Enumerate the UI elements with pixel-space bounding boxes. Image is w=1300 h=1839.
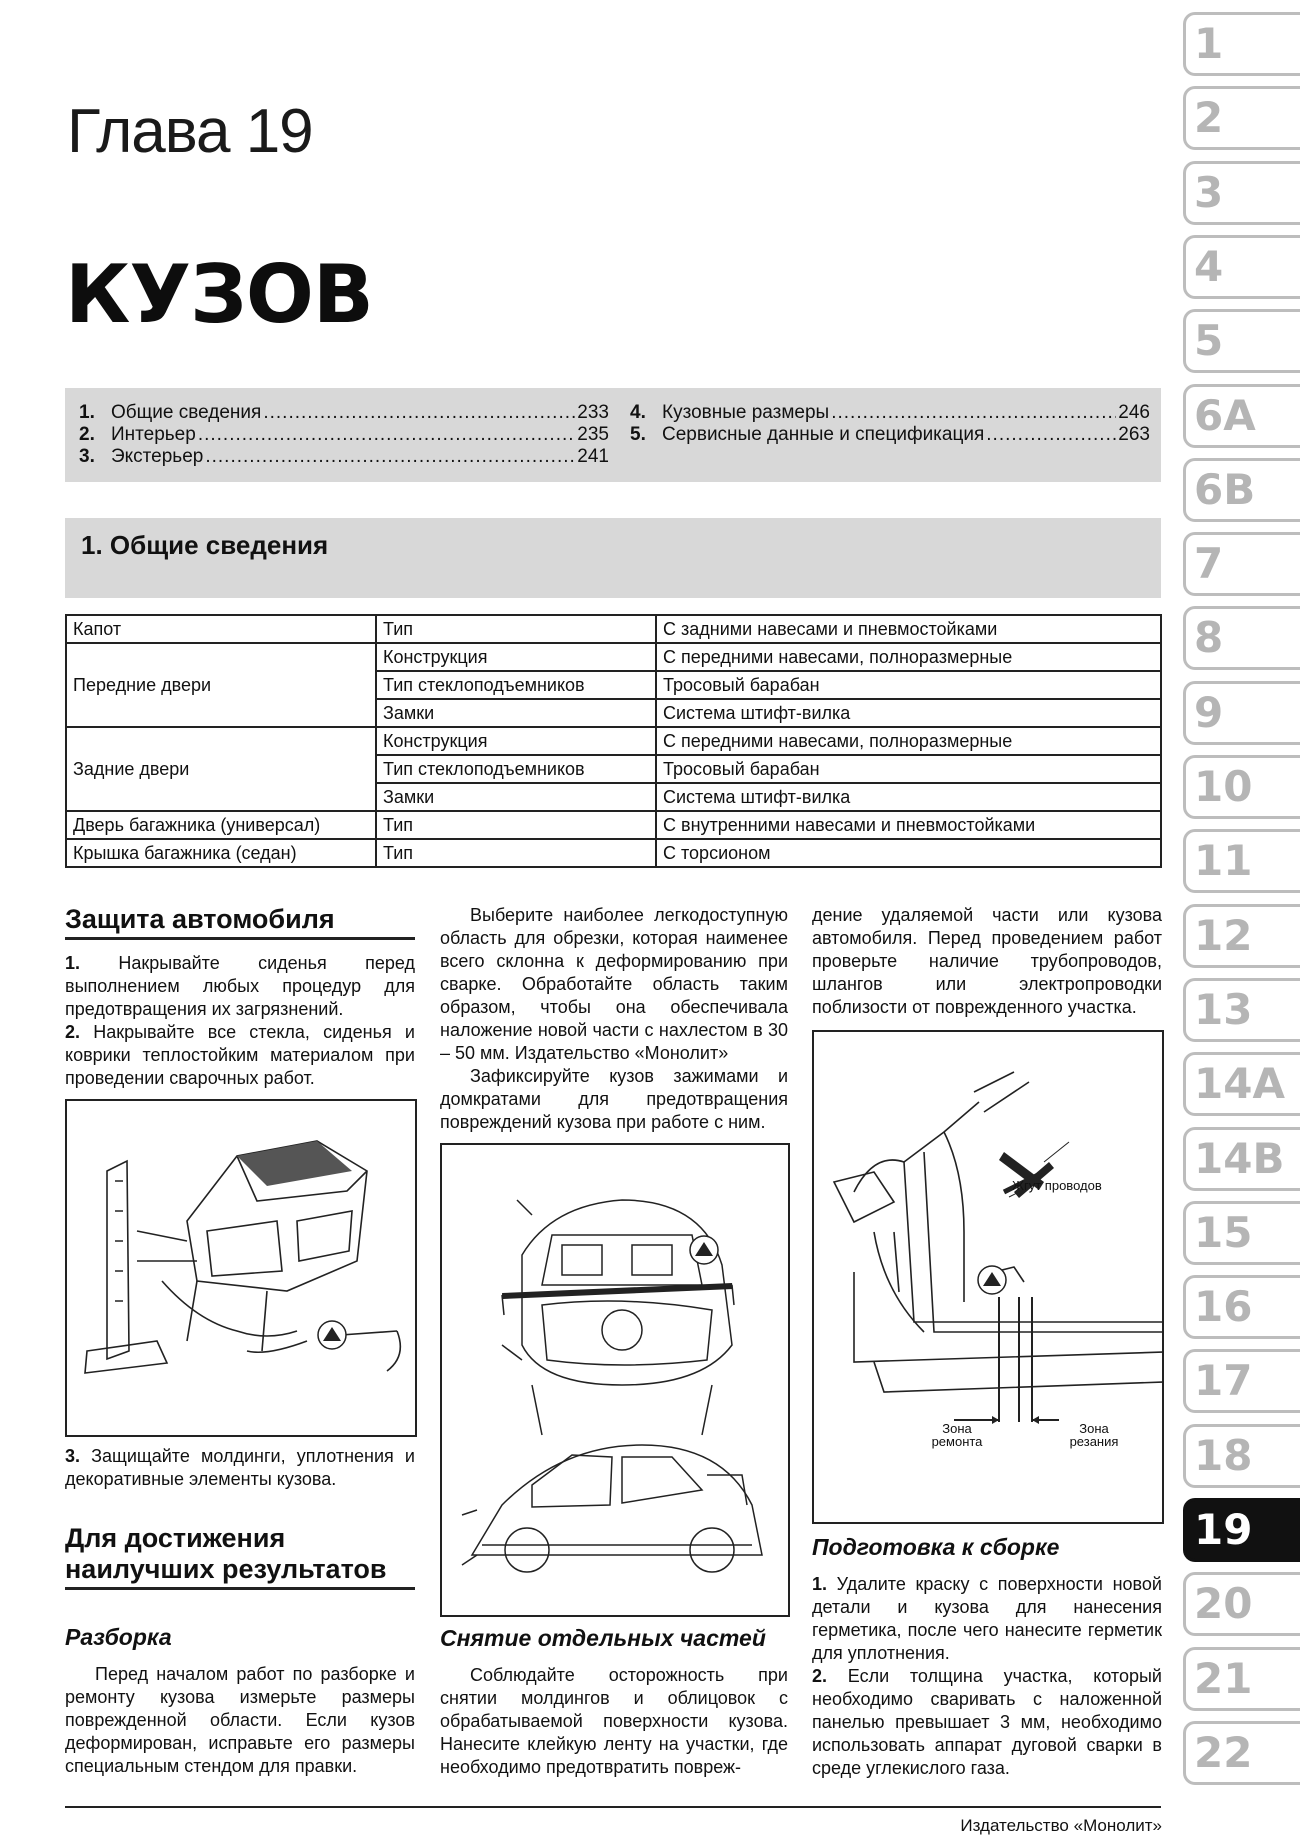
toc-item-number: 2.: [79, 424, 95, 445]
footer-divider: [65, 1806, 1161, 1808]
toc-item-page: 233: [577, 402, 609, 423]
paragraph: [812, 1573, 1162, 1665]
table-of-contents: [65, 388, 1161, 482]
figure-body-stand: [65, 1099, 417, 1437]
toc-item[interactable]: [630, 402, 1150, 424]
chapter-tab[interactable]: [1183, 1349, 1300, 1413]
heading-line: наилучших результатов: [65, 1554, 387, 1584]
item-text: Удалите краску с поверхности новой детали и кузова для нанесения герметика, после чего нанесите герметик для уплотнения.: [812, 1574, 1162, 1663]
table-cell-param: Замки: [376, 699, 656, 727]
chapter-tab[interactable]: [1183, 1572, 1300, 1636]
toc-item-page: 246: [1118, 402, 1150, 423]
publisher-name: Издательство «Монолит»: [960, 1816, 1162, 1835]
chapter-tab-label: 13: [1194, 984, 1253, 1034]
table-cell-value: С передними навесами, полноразмерные: [656, 643, 1161, 671]
chapter-tab[interactable]: [1183, 1424, 1300, 1488]
toc-item-page: 263: [1118, 424, 1150, 445]
table-cell-value: Тросовый барабан: [656, 671, 1161, 699]
subheading-assembly-prep: Подготовка к сборке: [812, 1534, 1060, 1560]
table-cell-param: Тип стеклоподъемников: [376, 755, 656, 783]
chapter-tab[interactable]: [1183, 161, 1300, 225]
chapter-tab[interactable]: [1183, 1127, 1300, 1191]
column-1: [65, 904, 415, 1090]
chapter-tab[interactable]: [1183, 458, 1300, 522]
chapter-tab-label: 18: [1194, 1430, 1253, 1480]
section-title: 1. Общие сведения: [81, 530, 329, 560]
column-2: [440, 904, 788, 1134]
paragraph: [65, 1021, 415, 1090]
table-cell-param: Тип: [376, 811, 656, 839]
table-cell-part: Капот: [66, 615, 376, 643]
figure-cut-zones: [812, 1030, 1164, 1524]
toc-item[interactable]: [79, 402, 609, 424]
toc-item-page: 241: [577, 446, 609, 467]
chapter-tab[interactable]: [1183, 1052, 1300, 1116]
table-cell-value: Система штифт-вилка: [656, 783, 1161, 811]
table-cell-value: С передними навесами, полноразмерные: [656, 727, 1161, 755]
toc-leader: [263, 402, 575, 424]
chapter-tab-label: 10: [1194, 762, 1253, 811]
toc-item-label: Общие сведения: [111, 402, 262, 423]
chapter-tab[interactable]: [1183, 904, 1300, 968]
label-repair-zone: Зона ремонта: [931, 1421, 983, 1449]
toc-item-label: Сервисные данные и спецификация: [662, 424, 985, 445]
table-row: [66, 839, 1161, 867]
chapter-tab-label: 7: [1194, 539, 1224, 589]
toc-item-page: 235: [577, 424, 609, 445]
chapter-tab[interactable]: [1183, 978, 1300, 1042]
toc-item-label: Экстерьер: [111, 446, 204, 467]
toc-leader: [205, 446, 575, 468]
paragraph: [65, 1445, 415, 1491]
table-cell-param: Тип: [376, 615, 656, 643]
chapter-tab[interactable]: [1183, 755, 1300, 819]
chapter-tab-label: 15: [1194, 1207, 1253, 1257]
chapter-tab-label: 2: [1194, 93, 1224, 143]
paragraph: Перед началом работ по разборке и ремонту кузова измерьте размеры поврежденной области. Если кузов деформирован, исправьте его размеры специальным стендом для правки.: [65, 1664, 415, 1776]
label-cut-zone: Зона резания: [1069, 1421, 1119, 1449]
chapter-tab-label: 6A: [1194, 390, 1256, 440]
car-body-clamping-illustration: [442, 1145, 788, 1615]
table-cell-value: С внутренними навесами и пневмостойками: [656, 811, 1161, 839]
toc-item-label: Кузовные размеры: [662, 402, 830, 423]
chapter-tab-label: 17: [1194, 1356, 1253, 1406]
item-text: Накрывайте все стекла, сиденья и коврики теплостойким материалом при проведении сварочных работ.: [65, 1022, 415, 1088]
table-cell-value: С торсионом: [656, 839, 1161, 867]
table-cell-part: Дверь багажника (универсал): [66, 811, 376, 839]
item-number: 1.: [65, 953, 81, 973]
column-3-lower: [812, 1534, 1162, 1780]
toc-leader: [986, 424, 1116, 446]
item-number: 1.: [812, 1574, 828, 1594]
table-cell-value: С задними навесами и пневмостойками: [656, 615, 1161, 643]
table-row: [66, 615, 1161, 643]
toc-item-number: 3.: [79, 446, 95, 467]
table-cell-part: Передние двери: [66, 643, 376, 727]
toc-item-label: Интерьер: [111, 424, 196, 445]
chapter-tab[interactable]: [1183, 1721, 1300, 1785]
chapter-tab[interactable]: [1183, 1201, 1300, 1265]
chapter-tab[interactable]: [1183, 1498, 1300, 1562]
table-cell-value: Система штифт-вилка: [656, 699, 1161, 727]
chapter-tab-label: 22: [1194, 1727, 1253, 1777]
chapter-tab-label: 21: [1194, 1653, 1253, 1703]
table-cell-param: Тип стеклоподъемников: [376, 671, 656, 699]
column-2-lower: [440, 1625, 788, 1779]
subheading-disassembly: Разборка: [65, 1624, 172, 1650]
toc-leader: [198, 424, 575, 446]
chapter-tab[interactable]: [1183, 1275, 1300, 1339]
table-row: [66, 727, 1161, 755]
chapter-tab-label: 9: [1194, 687, 1224, 737]
section-header: [65, 518, 1161, 598]
toc-leader: [831, 402, 1116, 424]
table-cell-part: Задние двери: [66, 727, 376, 811]
figure-body-fixing: [440, 1143, 790, 1617]
chapter-tab[interactable]: [1183, 606, 1300, 670]
table-row: [66, 643, 1161, 671]
heading-best-results: [65, 1523, 415, 1590]
chapter-tab[interactable]: [1183, 309, 1300, 373]
chapter-tab[interactable]: [1183, 235, 1300, 299]
chapter-tab-label: 14B: [1194, 1133, 1285, 1183]
chapter-tab-label: 4: [1194, 241, 1224, 291]
paragraph: [65, 952, 415, 1021]
chapter-tab-label: 16: [1194, 1282, 1253, 1332]
heading-line: Для достижения: [65, 1523, 286, 1553]
paragraph: Выберите наиболее легкодоступную область для обрезки, которая наименее всего склонна к деформированию при сварке. Обработайте область таким образом, чтобы она обеспечивала наложение новой части с нахлестом в 30 – 50 мм. Издательство «Монолит»: [440, 905, 788, 1063]
column-3: [812, 904, 1162, 1019]
toc-item-number: 5.: [630, 424, 646, 445]
chapter-tab[interactable]: [1183, 86, 1300, 150]
item-text: Если толщина участка, который необходимо сваривать с наложенной панелью превышает 3 мм, необходимо использовать аппарат дуговой сварки в среде углекислого газа.: [812, 1666, 1162, 1778]
chapter-tab-label: 1: [1194, 19, 1224, 68]
chapter-tab-label: 20: [1194, 1579, 1253, 1629]
chapter-tab[interactable]: [1183, 12, 1300, 76]
chapter-tab-label: 19: [1194, 1505, 1253, 1554]
table-cell-param: Конструкция: [376, 643, 656, 671]
chapter-tab[interactable]: [1183, 532, 1300, 596]
item-number: 2.: [65, 1022, 81, 1042]
toc-item[interactable]: [630, 424, 1150, 446]
chapter-tab[interactable]: [1183, 681, 1300, 745]
chapter-tab-label: 6B: [1194, 464, 1256, 514]
item-text: Накрывайте сиденья перед выполнением любых процедур для предотвращения их загрязнений.: [65, 953, 415, 1019]
toc-item-number: 4.: [630, 402, 646, 423]
chapter-tab[interactable]: [1183, 384, 1300, 448]
toc-item[interactable]: [79, 424, 609, 446]
chapter-tab-label: 12: [1194, 910, 1253, 960]
table-row: [66, 811, 1161, 839]
table-cell-value: Тросовый барабан: [656, 755, 1161, 783]
chapter-tab[interactable]: [1183, 829, 1300, 893]
chapter-tab-label: 3: [1194, 167, 1224, 217]
item-number: 2.: [812, 1666, 828, 1686]
paragraph: Соблюдайте осторожность при снятии молдингов и облицовок с обрабатываемой поверхности кузова. Нанесите клейкую ленту на участки, где необходимо предотвратить повреж-: [440, 1665, 788, 1777]
paragraph: дение удаляемой части или кузова автомобиля. Перед проведением работ проверьте наличие трубопроводов, шлангов или электропроводки поблизости от поврежденного участка.: [812, 905, 1162, 1017]
item-text: Защищайте молдинги, уплотнения и декоративные элементы кузова.: [65, 1446, 415, 1489]
chapter-tab-label: 11: [1194, 836, 1253, 886]
item-number: 3.: [65, 1446, 81, 1466]
table-cell-param: Замки: [376, 783, 656, 811]
toc-left-column: [79, 402, 609, 468]
table-cell-part: Крышка багажника (седан): [66, 839, 376, 867]
table-cell-param: Конструкция: [376, 727, 656, 755]
subheading-removing-parts: Снятие отдельных частей: [440, 1625, 766, 1651]
toc-item-number: 1.: [79, 402, 95, 423]
chapter-number: Глава 19: [67, 97, 313, 166]
toc-item[interactable]: [79, 446, 609, 468]
paragraph: [812, 1665, 1162, 1780]
chapter-title: КУЗОВ: [65, 248, 373, 341]
label-wire-harness: Жгут проводов: [1012, 1178, 1102, 1193]
chapter-tab[interactable]: [1183, 1647, 1300, 1711]
table-cell-param: Тип: [376, 839, 656, 867]
column-1-lower: [65, 1445, 415, 1778]
chapter-tab-label: 5: [1194, 316, 1224, 366]
car-on-stand-illustration: [67, 1101, 415, 1435]
toc-right-column: [630, 402, 1150, 446]
spec-table: [65, 614, 1162, 868]
paragraph: Зафиксируйте кузов зажимами и домкратами для предотвращения повреждений кузова при работе с ним.: [440, 1066, 788, 1132]
chapter-tab-label: 8: [1194, 613, 1224, 663]
chapter-tab-label: 14A: [1194, 1059, 1285, 1109]
heading-car-protection: Защита автомобиля: [65, 904, 415, 940]
